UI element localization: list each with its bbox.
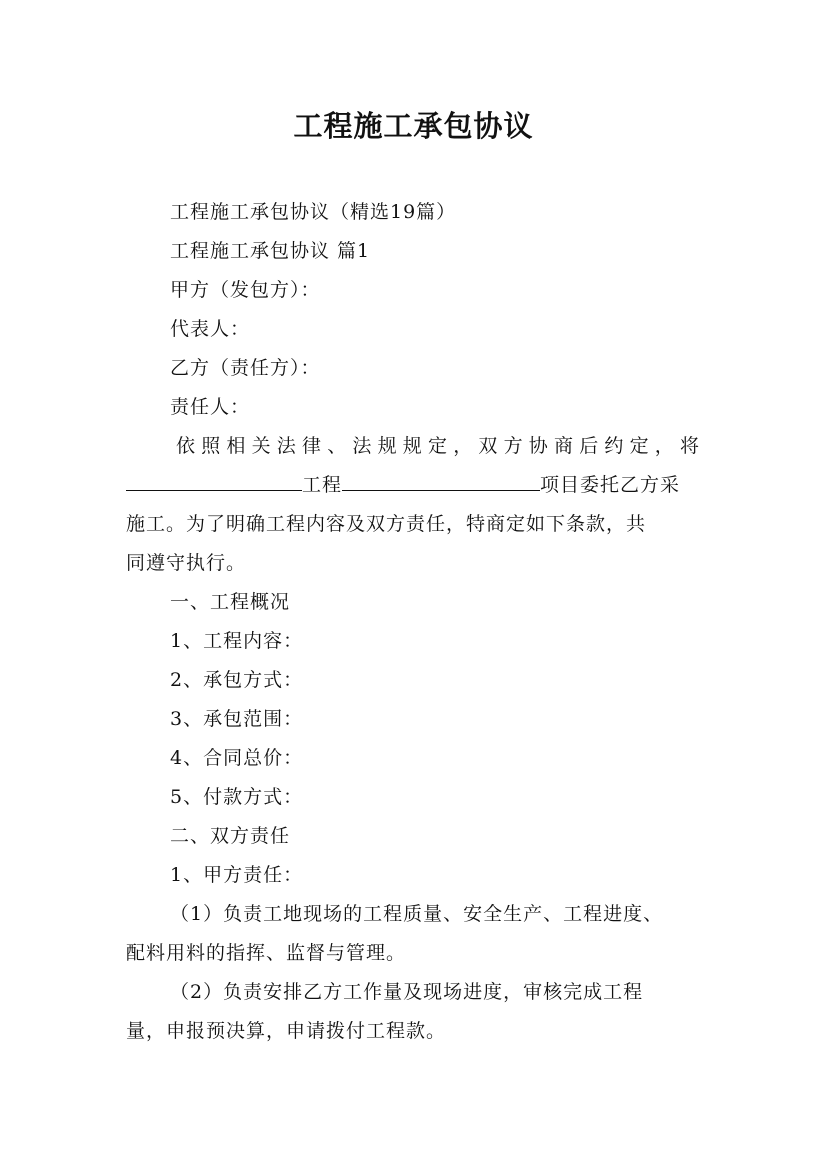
section-heading: 工程施工承包协议 篇1 — [170, 240, 371, 262]
blank-underline — [342, 472, 540, 491]
intro-word-project: 工程 — [302, 474, 343, 496]
intro-line-2 — [126, 472, 680, 498]
section1-item: 4、合同总价： — [170, 747, 304, 769]
intro-line-1: 依照相关法律、法规规定，双方协商后约定，将 — [176, 435, 706, 457]
section1-item: 5、付款方式： — [170, 786, 304, 808]
section1-item: 1、工程内容： — [170, 630, 304, 652]
clause-2-line-1: （2）负责安排乙方工作量及现场进度，审核完成工程 — [170, 981, 644, 1003]
section1-heading: 一、工程概况 — [170, 591, 291, 613]
intro-line-4: 同遵守执行。 — [126, 552, 247, 574]
section1-item: 2、承包方式： — [170, 669, 304, 691]
clause-1-line-1: （1）负责工地现场的工程质量、安全生产、工程进度、 — [170, 903, 664, 925]
blank-underline — [126, 472, 302, 491]
party-b-label: 乙方（责任方）： — [170, 357, 321, 379]
intro-after-blank: 项目委托乙方采 — [540, 474, 681, 496]
intro-line-3: 施工。为了明确工程内容及双方责任，特商定如下条款，共 — [126, 513, 647, 535]
clause-2-line-2: 量，申报预决算，申请拨付工程款。 — [126, 1020, 447, 1042]
party-a-representative-label: 代表人： — [170, 318, 251, 340]
section2-sub-heading: 1、甲方责任： — [170, 864, 304, 886]
section2-heading: 二、双方责任 — [170, 825, 291, 847]
party-b-representative-label: 责任人： — [170, 396, 251, 418]
clause-1-line-2: 配料用料的指挥、监督与管理。 — [126, 942, 407, 964]
section1-item: 3、承包范围： — [170, 708, 304, 730]
document-title: 工程施工承包协议 — [293, 109, 534, 143]
document-subtitle: 工程施工承包协议（精选19篇） — [170, 201, 457, 223]
party-a-label: 甲方（发包方）： — [170, 279, 321, 301]
